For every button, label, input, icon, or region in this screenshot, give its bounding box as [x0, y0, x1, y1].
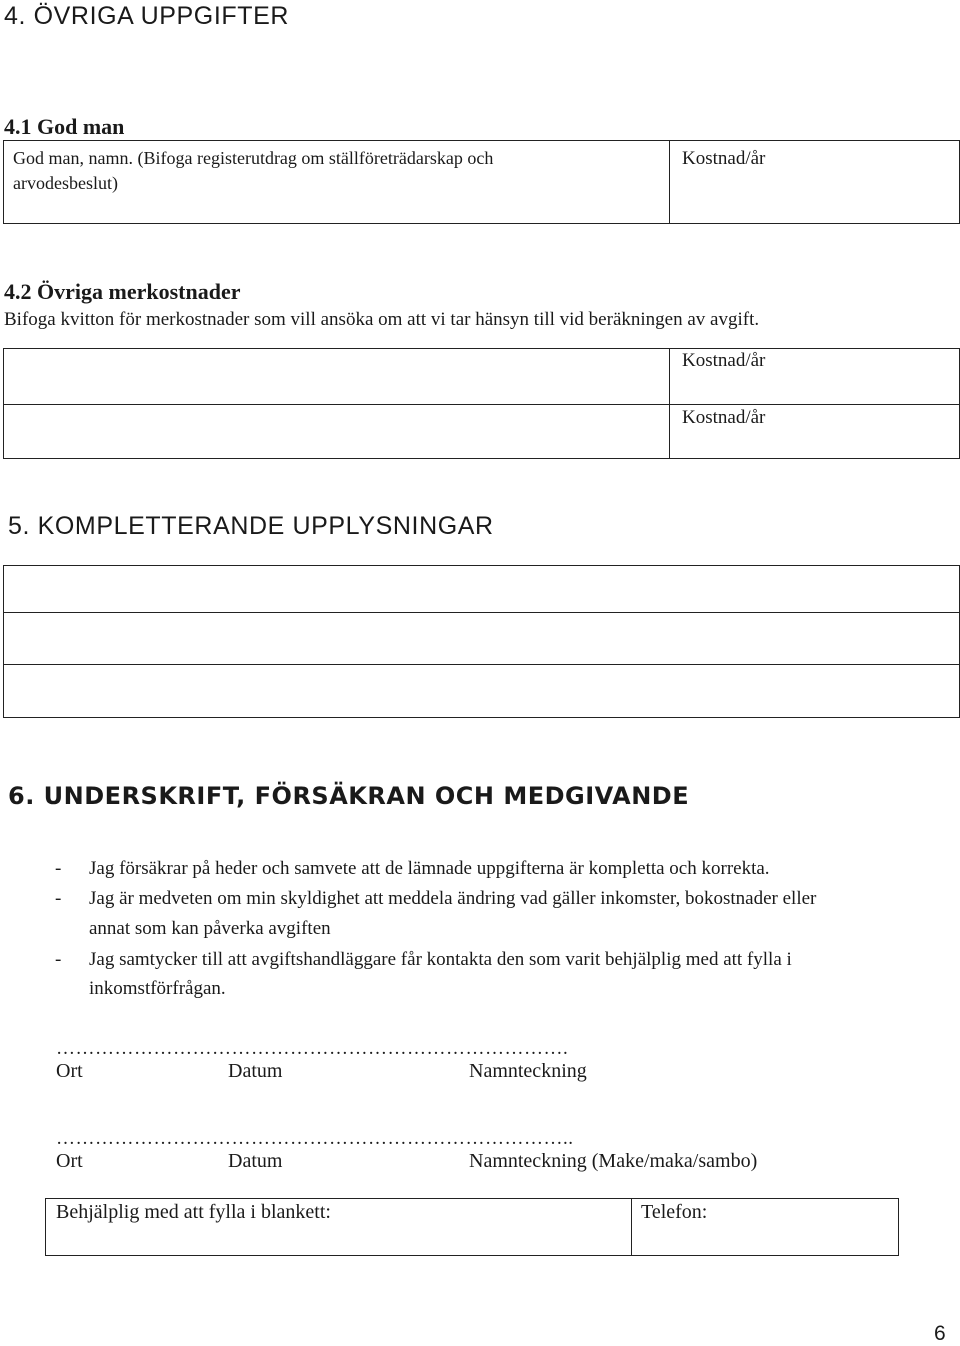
bullet-3-text-line1: Jag samtycker till att avgiftshandläggare får kontakta den som varit behjälplig med att fylla i — [89, 949, 792, 970]
god-man-cost-label: Kostnad/år — [682, 148, 766, 169]
section-5-heading: 5. KOMPLETTERANDE UPPLYSNINGAR — [8, 512, 494, 540]
signature-2-place-label: Ort — [56, 1150, 83, 1172]
helper-label: Behjälplig med att fylla i blankett: — [56, 1201, 331, 1223]
bullet-1-text: Jag försäkrar på heder och samvete att de lämnade uppgifterna är kompletta och korrekta. — [89, 858, 770, 879]
merkostnader-column-divider — [669, 348, 670, 459]
merkostnader-row2-cost-label: Kostnad/år — [682, 407, 766, 428]
god-man-cost-field[interactable] — [676, 174, 952, 218]
merkostnader-row1-cost-field[interactable] — [676, 376, 952, 402]
merkostnader-row2-cost-field[interactable] — [676, 432, 952, 456]
section-6-heading: 6. UNDERSKRIFT, FÖRSÄKRAN OCH MEDGIVANDE — [8, 782, 690, 810]
signature-1-date-label: Datum — [228, 1060, 283, 1082]
god-man-column-divider — [669, 140, 670, 224]
merkostnader-row-divider — [3, 404, 960, 405]
merkostnader-heading: 4.2 Övriga merkostnader — [4, 279, 241, 304]
upplysningar-row-divider-1 — [3, 612, 960, 613]
upplysningar-row-divider-2 — [3, 664, 960, 665]
helper-phone-label: Telefon: — [641, 1201, 708, 1223]
god-man-heading: 4.1 God man — [4, 114, 125, 139]
upplysningar-line-2-field[interactable] — [8, 616, 954, 661]
merkostnader-description: Bifoga kvitton för merkostnader som vill ansöka om att vi tar hänsyn till vid beräkningen av avgift. — [4, 309, 760, 330]
god-man-name-label-line2: arvodesbeslut) — [13, 173, 118, 193]
signature-1-dotted-line[interactable]: ……………………………………………………………………. — [56, 1038, 569, 1059]
bullet-2-text-line2: annat som kan påverka avgiften — [89, 918, 331, 939]
helper-column-divider — [631, 1198, 632, 1256]
merkostnader-row2-description-field[interactable] — [8, 408, 664, 456]
bullet-1-dash: - — [55, 858, 62, 879]
merkostnader-row1-description-field[interactable] — [8, 352, 664, 400]
god-man-name-label-line1: God man, namn. (Bifoga registerutdrag om ställföreträdarskap och — [13, 148, 494, 168]
signature-1-name-label: Namnteckning — [469, 1060, 587, 1082]
signature-2-dotted-line[interactable]: …………………………………………………………………….. — [56, 1128, 574, 1149]
god-man-name-field[interactable] — [10, 196, 660, 220]
signature-2-name-label: Namnteckning (Make/maka/sambo) — [469, 1150, 758, 1172]
page-number: 6 — [934, 1322, 946, 1345]
signature-2-date-label: Datum — [228, 1150, 283, 1172]
bullet-2-dash: - — [55, 888, 62, 909]
merkostnader-row1-cost-label: Kostnad/år — [682, 350, 766, 371]
helper-phone-field[interactable] — [718, 1202, 894, 1252]
helper-name-field[interactable] — [364, 1202, 626, 1252]
section-4-heading: 4. ÖVRIGA UPPGIFTER — [4, 2, 290, 30]
bullet-2-text-line1: Jag är medveten om min skyldighet att meddela ändring vad gäller inkomster, bokostnader eller — [89, 888, 817, 909]
signature-1-place-label: Ort — [56, 1060, 83, 1082]
upplysningar-line-1-field[interactable] — [8, 569, 954, 609]
bullet-3-text-line2: inkomstförfrågan. — [89, 978, 226, 999]
bullet-3-dash: - — [55, 949, 62, 970]
upplysningar-line-3-field[interactable] — [8, 668, 954, 714]
